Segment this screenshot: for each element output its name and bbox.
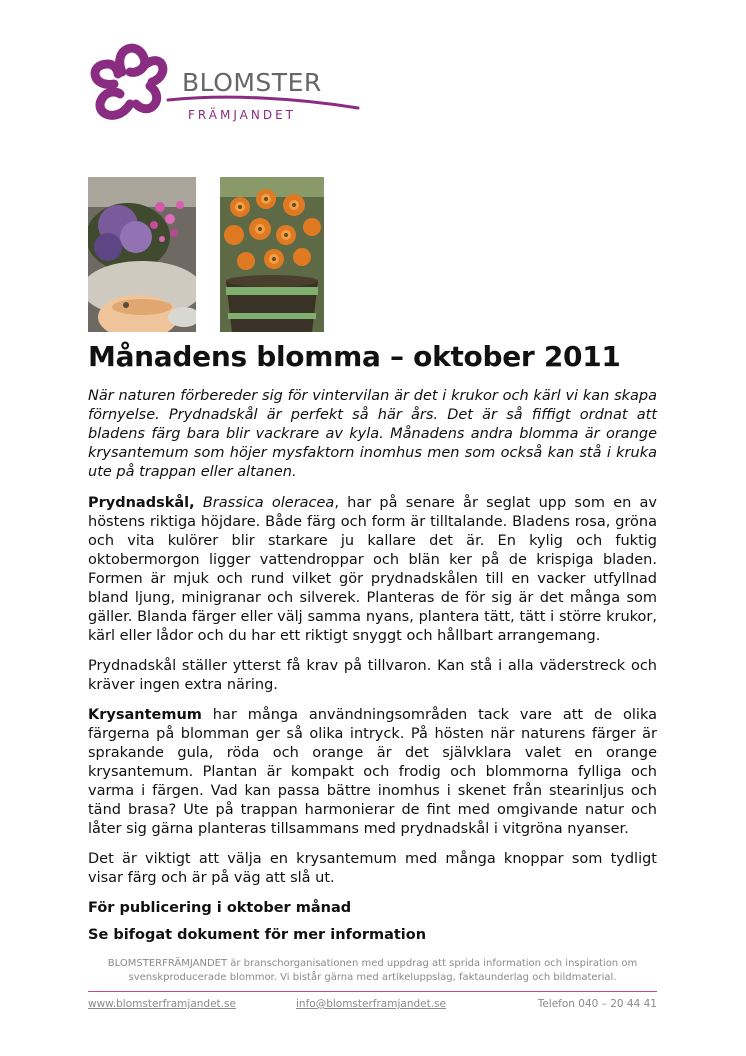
page-title: Månadens blomma – oktober 2011 xyxy=(88,340,621,373)
publication-note: För publicering i oktober månad xyxy=(88,900,352,916)
intro-paragraph: När naturen förbereder sig för vintervilan är det i krukor och kärl vi kan skapa förnyelse. Prydnadskål är perfekt så här års. Det är så fiffigt ordnat att bladens färg bara blir vackrare av kyla. Månadens andra blomma är orange krysantemum som höjer mysfaktorn inomhus men som också kan stå i kruka ute på trappan eller altanen. xyxy=(88,388,657,480)
latin-name: Brassica oleracea xyxy=(202,495,335,511)
footer-description: BLOMSTERFRÄMJANDET är branschorganisationen med uppdrag att sprida information och inspiration om svenskproducerade blommor. Vi bistår gärna med artikeluppslag, faktaunderlag och bildmaterial. xyxy=(107,958,638,983)
prydnadskal-text: , har på senare år seglat upp som en av höstens riktiga höjdare. Både färg och form är tilltalande. Bladens rosa, gröna och vita kulörer blir starkare ju kallare det är. En kylig och fuktig oktobermorgon ligger vattendroppar och blän ker på de krispiga bladen. Formen är mjuk och rund vilket gör prydnadskålen till en vacker utfyllnad bland ljung, minigranar och silverek. Planteras de för sig är det många som gäller. Blanda färger eller välj samma nyans, plantera tätt, tätt i större krukor, kärl eller lådor och du har ett riktigt snyggt och hållbart arrangemang. xyxy=(88,495,657,644)
logo-wordmark: BLOMSTER xyxy=(182,68,322,97)
website-link[interactable]: www.blomsterframjandet.se xyxy=(88,998,236,1010)
email-link[interactable]: info@blomsterframjandet.se xyxy=(296,998,446,1010)
attachment-note: Se bifogat dokument för mer information xyxy=(88,927,427,943)
krysantemum-text: har många användningsområden tack vare att de olika färgerna på blomman ger så olika intryck. På hösten när naturens färger är sprakande gula, röda och orange är det självklara valet en orange krysantemum. Plantan är kompakt och frodig och blommorna fylliga och varma i färgen. Vad kan passa bättre inomhus i skenet från stearinljus och tänd brasa? Ute på trappan harmonierar de fint med omgivande natur och låter sig gärna planteras tillsammans med prydnadskål i vitgröna nyanser. xyxy=(88,707,657,837)
paragraph-krysantemum xyxy=(88,706,657,839)
paragraph-prydnadskal xyxy=(88,494,657,646)
logo-subtitle: FRÄMJANDET xyxy=(188,108,296,122)
paragraph-buds: Det är viktigt att välja en krysantemum med många knoppar som tydligt visar färg och är på väg att slå ut. xyxy=(88,851,657,886)
orange-chrysanthemum-photo xyxy=(220,177,324,332)
krysantemum-lead: Krysantemum xyxy=(88,707,202,723)
article-body xyxy=(88,387,657,953)
purple-ornamental-cabbage-photo xyxy=(88,177,196,332)
organization-logo xyxy=(86,42,366,136)
phone-number: Telefon 040 – 20 44 41 xyxy=(537,998,657,1010)
footer-divider xyxy=(88,991,657,992)
prydnadskal-lead: Prydnadskål, xyxy=(88,495,195,511)
paragraph-care: Prydnadskål ställer ytterst få krav på tillvaron. Kan stå i alla väderstreck och kräver ingen extra näring. xyxy=(88,658,657,693)
